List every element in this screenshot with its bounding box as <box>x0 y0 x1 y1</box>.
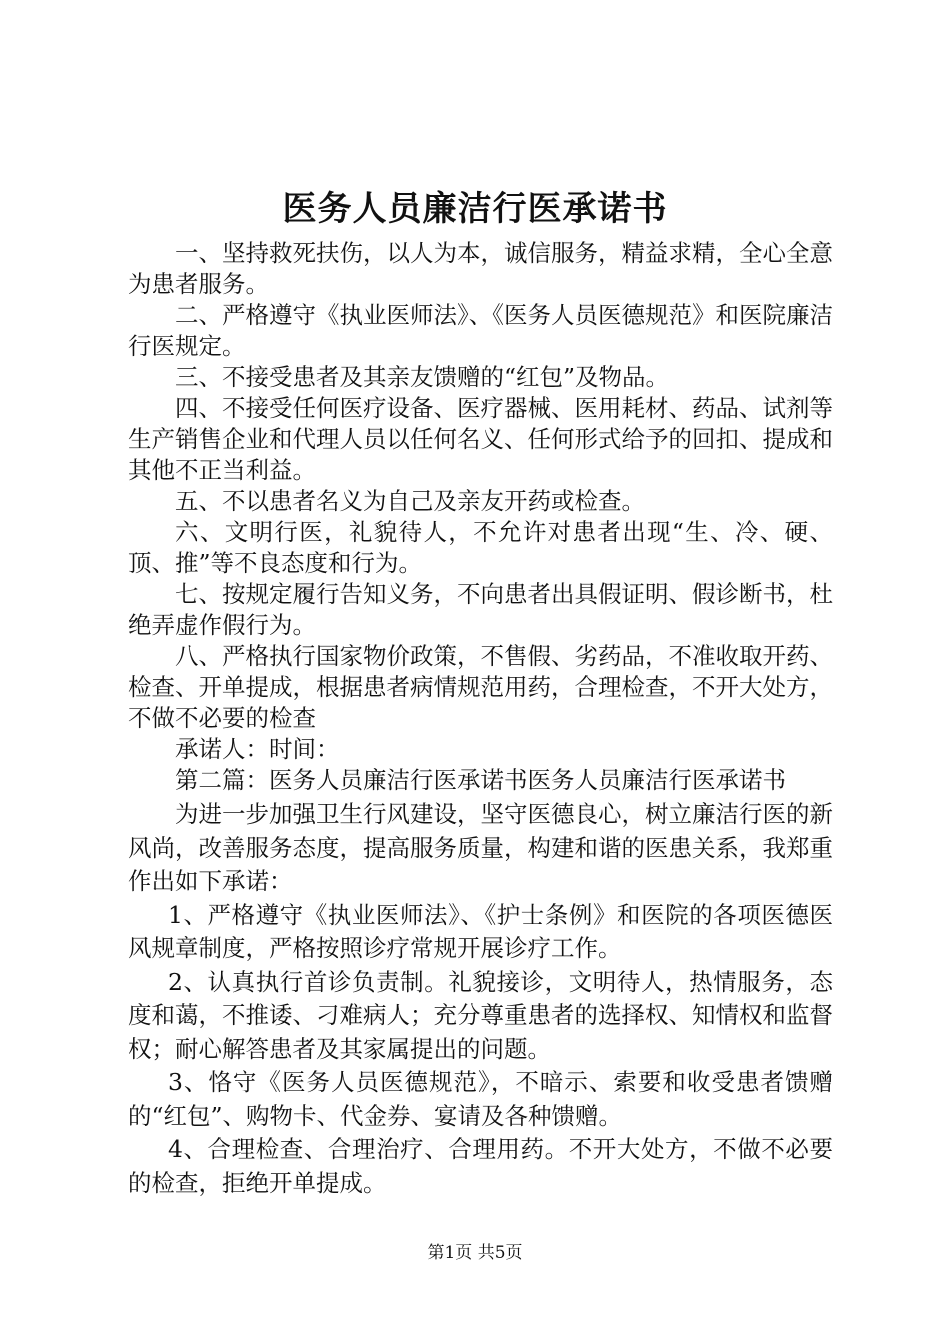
section-two-intro: 为进一步加强卫生行风建设，坚守医德良心，树立廉洁行医的新风尚，改善服务态度，提高服务质量，构建和谐的医患关系，我郑重作出如下承诺： <box>128 800 833 895</box>
document-body <box>128 238 833 1200</box>
commitment-item-4: 4、合理检查、合理治疗、合理用药。不开大处方，不做不必要的检查，拒绝开单提成。 <box>128 1135 833 1197</box>
paragraph-8: 八、严格执行国家物价政策，不售假、劣药品，不准收取开药、检查、开单提成，根据患者病情规范用药，合理检查，不开大处方，不做不必要的检查 <box>128 642 833 732</box>
commitment-item-1: 1、严格遵守《执业医师法》、《护士条例》和医院的各项医德医风规章制度，严格按照诊疗常规开展诊疗工作。 <box>128 900 833 962</box>
signature-line: 承诺人：时间： <box>175 735 340 763</box>
commitment-item-3: 3、恪守《医务人员医德规范》，不暗示、索要和收受患者馈赠的“红包”、购物卡、代金券、宴请及各种馈赠。 <box>128 1068 833 1130</box>
section-two-heading: 第二篇：医务人员廉洁行医承诺书医务人员廉洁行医承诺书 <box>175 766 786 794</box>
paragraph-2: 二、严格遵守《执业医师法》、《医务人员医德规范》和医院廉洁行医规定。 <box>128 301 833 360</box>
paragraph-7: 七、按规定履行告知义务，不向患者出具假证明、假诊断书，杜绝弄虚作假行为。 <box>128 580 833 639</box>
paragraph-5: 五、不以患者名义为自己及亲友开药或检查。 <box>175 487 645 515</box>
document-title: 医务人员廉洁行医承诺书 <box>282 189 668 229</box>
paragraph-6: 六、文明行医，礼貌待人，不允许对患者出现“生、冷、硬、顶、推”等不良态度和行为。 <box>128 518 833 577</box>
commitment-item-2: 2、认真执行首诊负责制。礼貌接诊，文明待人，热情服务，态度和蔼，不推诿、刁难病人；充分尊重患者的选择权、知情权和监督权；耐心解答患者及其家属提出的问题。 <box>128 967 833 1063</box>
page-number: 第1页 共5页 <box>427 1243 523 1263</box>
paragraph-3: 三、不接受患者及其亲友馈赠的“红包”及物品。 <box>175 363 670 391</box>
paragraph-4: 四、不接受任何医疗设备、医疗器械、医用耗材、药品、试剂等生产销售企业和代理人员以任何名义、任何形式给予的回扣、提成和其他不正当利益。 <box>128 394 833 484</box>
paragraph-1: 一、坚持救死扶伤，以人为本，诚信服务，精益求精，全心全意为患者服务。 <box>128 239 833 298</box>
